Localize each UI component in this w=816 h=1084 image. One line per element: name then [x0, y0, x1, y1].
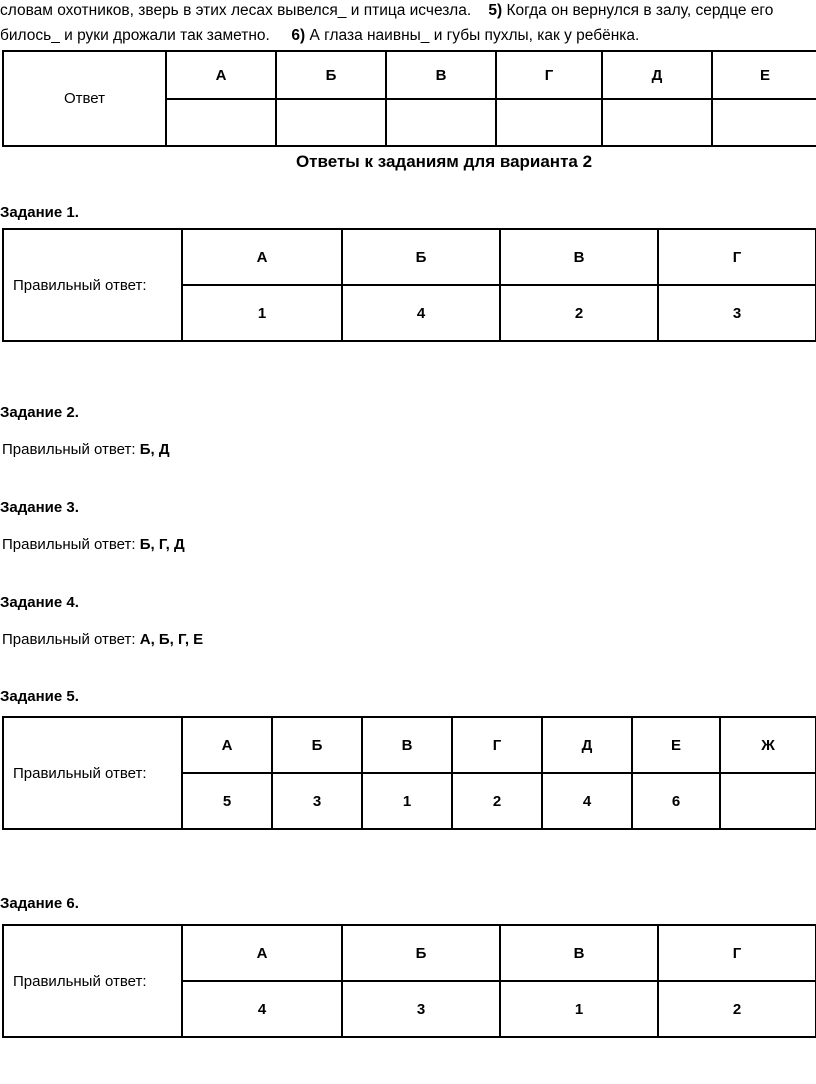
intro-text: словам охотников, зверь в этих лесах вывелся_ и птица исчезла. — [0, 2, 472, 19]
header-cell: Б — [276, 51, 386, 99]
task-5-title: Задание 5. — [0, 688, 79, 705]
value-cell: 3 — [272, 773, 362, 829]
table-label: Правильный ответ: — [3, 925, 182, 1037]
task-4-title: Задание 4. — [0, 594, 79, 611]
intro-text: А глаза наивны_ и губы пухлы, как у ребёнка. — [305, 27, 640, 44]
task-1-table — [2, 228, 816, 342]
header-cell: Г — [452, 717, 542, 773]
header-cell: В — [362, 717, 452, 773]
value-cell: 2 — [658, 981, 816, 1037]
task-2-answer — [2, 441, 170, 458]
header-cell: А — [182, 717, 272, 773]
value-cell: 3 — [342, 981, 500, 1037]
answer-cell[interactable] — [496, 99, 602, 146]
answer-label: Правильный ответ: — [2, 631, 136, 648]
sentence-number: 6) — [291, 27, 306, 44]
intro-line-2 — [0, 27, 639, 45]
task-4-answer — [2, 631, 203, 648]
header-cell: В — [500, 229, 658, 285]
header-cell: Ж — [720, 717, 816, 773]
header-cell: Г — [496, 51, 602, 99]
answer-cell[interactable] — [712, 99, 816, 146]
header-cell: В — [386, 51, 496, 99]
value-cell — [720, 773, 816, 829]
answer-label: Правильный ответ: — [2, 536, 136, 553]
intro-text: Когда он вернулся в залу, сердце его — [502, 2, 774, 19]
task-3-answer — [2, 536, 185, 553]
header-cell: А — [182, 925, 342, 981]
value-cell: 4 — [542, 773, 632, 829]
task-2-title: Задание 2. — [0, 404, 79, 421]
value-cell: 1 — [362, 773, 452, 829]
task-6-table — [2, 924, 816, 1038]
table-label: Правильный ответ: — [3, 717, 182, 829]
value-cell: 5 — [182, 773, 272, 829]
value-cell: 6 — [632, 773, 720, 829]
header-cell: Г — [658, 925, 816, 981]
value-cell: 1 — [182, 285, 342, 341]
task-1-title: Задание 1. — [0, 204, 79, 221]
answer-cell[interactable] — [166, 99, 276, 146]
header-cell: А — [166, 51, 276, 99]
sentence-number: 5) — [488, 2, 503, 19]
answer-cell[interactable] — [276, 99, 386, 146]
value-cell: 4 — [342, 285, 500, 341]
header-cell: Б — [342, 229, 500, 285]
task-5-table — [2, 716, 816, 830]
section-title: Ответы к заданиям для варианта 2 — [295, 152, 593, 171]
answer-cell[interactable] — [602, 99, 712, 146]
table-label: Ответ — [3, 51, 166, 146]
value-cell: 2 — [452, 773, 542, 829]
header-cell: В — [500, 925, 658, 981]
answer-table — [2, 50, 816, 147]
answer-cell[interactable] — [386, 99, 496, 146]
answer-value: Б, Д — [139, 441, 170, 458]
value-cell: 3 — [658, 285, 816, 341]
task-6-title: Задание 6. — [0, 895, 79, 912]
value-cell: 2 — [500, 285, 658, 341]
header-cell: Д — [602, 51, 712, 99]
answer-label: Правильный ответ: — [2, 441, 136, 458]
header-cell: Б — [342, 925, 500, 981]
header-cell: Е — [632, 717, 720, 773]
task-3-title: Задание 3. — [0, 499, 79, 516]
intro-line-1 — [0, 2, 773, 20]
answer-value: Б, Г, Д — [139, 536, 185, 553]
table-label: Правильный ответ: — [3, 229, 182, 341]
header-cell: Е — [712, 51, 816, 99]
header-cell: Г — [658, 229, 816, 285]
value-cell: 1 — [500, 981, 658, 1037]
header-cell: Д — [542, 717, 632, 773]
value-cell: 4 — [182, 981, 342, 1037]
header-cell: Б — [272, 717, 362, 773]
header-cell: А — [182, 229, 342, 285]
intro-text: билось_ и руки дрожали так заметно. — [0, 27, 270, 44]
answer-value: А, Б, Г, Е — [139, 631, 204, 648]
